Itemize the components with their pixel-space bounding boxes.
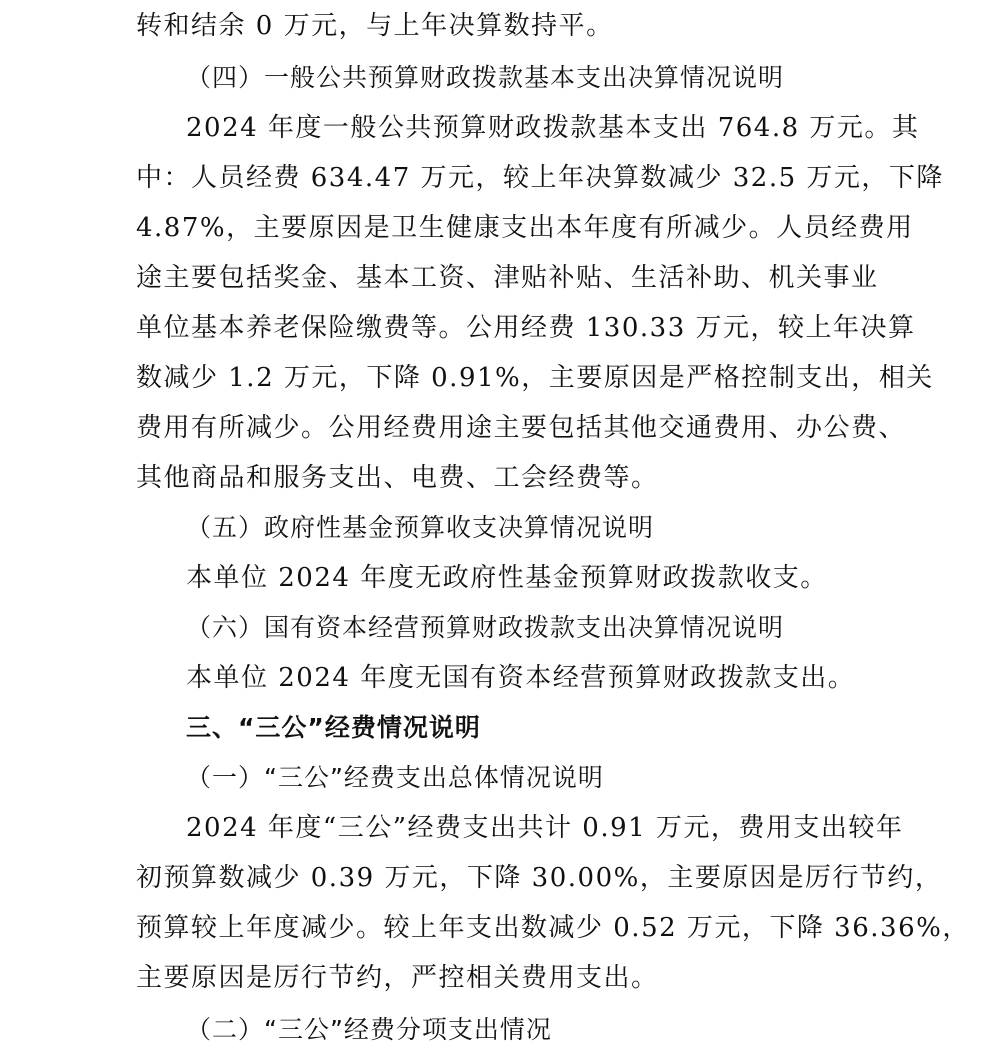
section-heading-5: （五）政府性基金预算收支决算情况说明 [186,513,655,542]
paragraph-line: 初预算数减少 0.39 万元，下降 30.00%，主要原因是厉行节约， [136,863,943,893]
section-heading-4: （四）一般公共预算财政拨款基本支出决算情况说明 [186,63,785,92]
paragraph-line: 本单位 2024 年度无政府性基金预算财政拨款收支。 [186,563,828,593]
paragraph-line: 转和结余 0 万元，与上年决算数持平。 [136,11,614,41]
paragraph-line: 2024 年度一般公共预算财政拨款基本支出 764.8 万元。其 [186,113,920,143]
paragraph-line: 主要原因是厉行节约，严控相关费用支出。 [136,963,659,993]
paragraph-line: 中：人员经费 634.47 万元，较上年决算数减少 32.5 万元，下降 [136,163,944,193]
section-heading-3-1: （一）“三公”经费支出总体情况说明 [186,763,604,792]
section-heading-3-2: （二）“三公”经费分项支出情况 [186,1015,552,1044]
section-title-3: 三、“三公”经费情况说明 [186,713,481,742]
paragraph-line: 本单位 2024 年度无国有资本经营预算财政拨款支出。 [186,663,856,693]
paragraph-line: 费用有所减少。公用经费用途主要包括其他交通费用、办公费、 [136,413,907,443]
section-heading-6: （六）国有资本经营预算财政拨款支出决算情况说明 [186,613,785,642]
paragraph-line: 单位基本养老保险缴费等。公用经费 130.33 万元，较上年决算 [136,313,916,343]
paragraph-line: 途主要包括奖金、基本工资、津贴补贴、生活补助、机关事业 [136,263,879,293]
paragraph-line: 4.87%，主要原因是卫生健康支出本年度有所减少。人员经费用 [136,213,914,243]
paragraph-line: 预算较上年度减少。较上年支出数减少 0.52 万元，下降 36.36%， [136,913,970,943]
paragraph-line: 2024 年度“三公”经费支出共计 0.91 万元，费用支出较年 [186,813,904,843]
paragraph-line: 其他商品和服务支出、电费、工会经费等。 [136,463,659,493]
paragraph-line: 数减少 1.2 万元，下降 0.91%，主要原因是严格控制支出，相关 [136,363,934,393]
